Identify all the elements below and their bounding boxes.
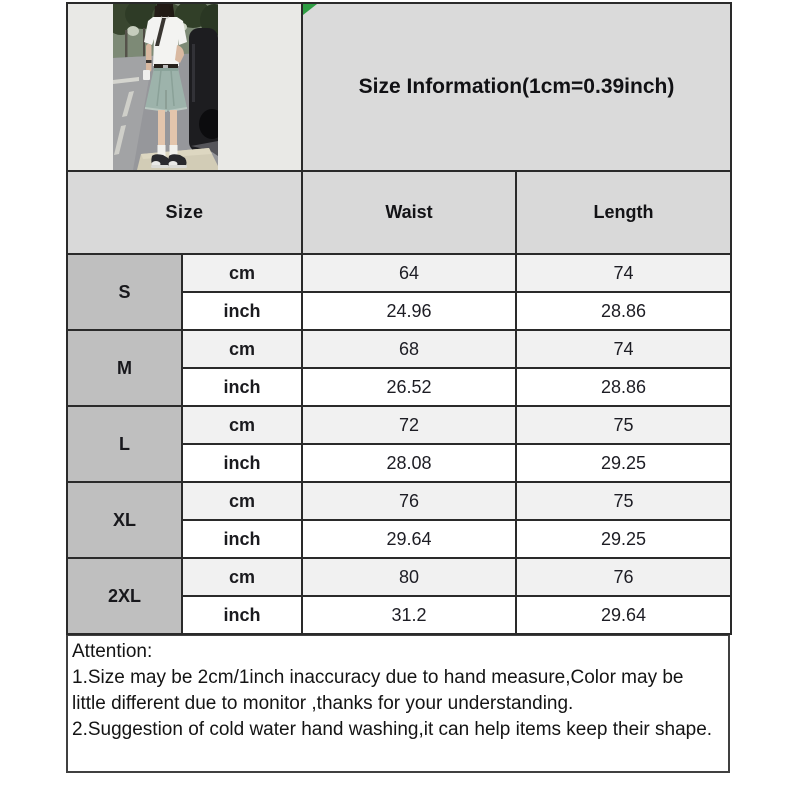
table-row — [67, 482, 731, 520]
unit-label-inch: inch — [182, 444, 302, 482]
column-header-waist: Waist — [302, 171, 516, 254]
length-cm-value: 74 — [516, 330, 731, 368]
waist-cm-value: 68 — [302, 330, 516, 368]
size-label-s: S — [67, 254, 182, 330]
unit-label-inch: inch — [182, 292, 302, 330]
length-inch-value: 29.64 — [516, 596, 731, 634]
size-label-m: M — [67, 330, 182, 406]
table-header-row — [67, 171, 731, 254]
unit-label-inch: inch — [182, 368, 302, 406]
unit-label-inch: inch — [182, 596, 302, 634]
green-corner-marker-icon — [303, 4, 317, 15]
waist-inch-value: 31.2 — [302, 596, 516, 634]
waist-inch-value: 24.96 — [302, 292, 516, 330]
size-chart-sheet — [66, 2, 730, 773]
length-inch-value: 29.25 — [516, 520, 731, 558]
size-label-2xl: 2XL — [67, 558, 182, 634]
unit-label-cm: cm — [182, 558, 302, 596]
waist-inch-value: 28.08 — [302, 444, 516, 482]
waist-cm-value: 80 — [302, 558, 516, 596]
length-cm-value: 76 — [516, 558, 731, 596]
title-cell — [302, 3, 731, 171]
waist-inch-value: 29.64 — [302, 520, 516, 558]
unit-label-cm: cm — [182, 254, 302, 292]
column-header-length: Length — [516, 171, 731, 254]
product-photo-cell — [67, 3, 302, 171]
table-row — [67, 254, 731, 292]
waist-cm-value: 72 — [302, 406, 516, 444]
attention-heading: Attention: — [72, 641, 153, 662]
length-cm-value: 75 — [516, 482, 731, 520]
unit-label-inch: inch — [182, 520, 302, 558]
unit-label-cm: cm — [182, 330, 302, 368]
length-cm-value: 74 — [516, 254, 731, 292]
attention-note-1: 1.Size may be 2cm/1inch inaccuracy due to hand measure,Color may be little different due to monitor ,thanks for your understanding. — [72, 667, 684, 714]
table-row — [67, 330, 731, 368]
waist-cm-value: 64 — [302, 254, 516, 292]
length-cm-value: 75 — [516, 406, 731, 444]
waist-inch-value: 26.52 — [302, 368, 516, 406]
attention-box — [66, 635, 730, 773]
column-header-size: Size — [67, 171, 302, 254]
size-label-l: L — [67, 406, 182, 482]
attention-note-2: 2.Suggestion of cold water hand washing,it can help items keep their shape. — [72, 719, 713, 740]
size-table — [66, 2, 732, 635]
waist-cm-value: 76 — [302, 482, 516, 520]
unit-label-cm: cm — [182, 406, 302, 444]
size-info-title: Size Information(1cm=0.39inch) — [358, 75, 675, 98]
length-inch-value: 29.25 — [516, 444, 731, 482]
model-photo — [113, 4, 218, 170]
length-inch-value: 28.86 — [516, 292, 731, 330]
table-row — [67, 558, 731, 596]
length-inch-value: 28.86 — [516, 368, 731, 406]
size-label-xl: XL — [67, 482, 182, 558]
top-row — [67, 3, 731, 171]
table-row — [67, 406, 731, 444]
unit-label-cm: cm — [182, 482, 302, 520]
